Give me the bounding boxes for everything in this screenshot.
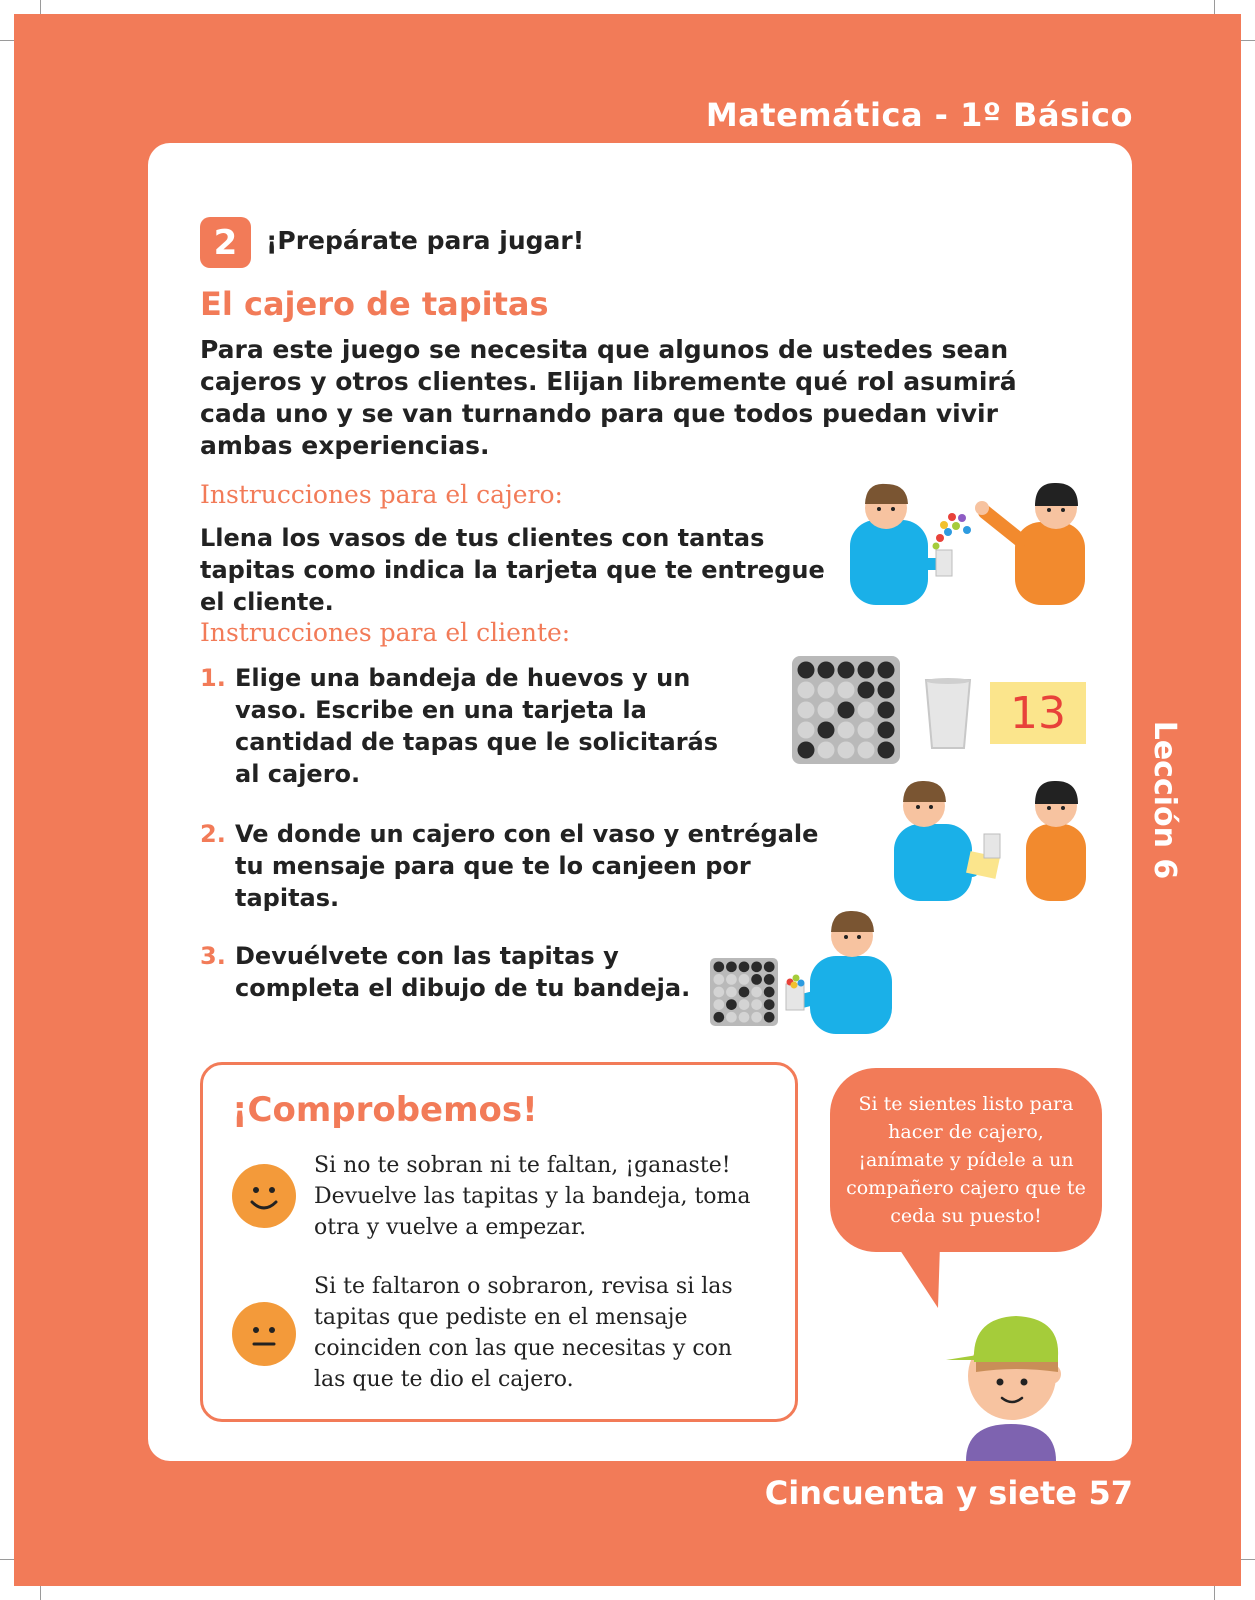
egg-tray-illustration <box>792 656 900 764</box>
small-egg-tray-illustration <box>710 958 778 1026</box>
egg-cup-slot <box>726 1012 737 1023</box>
egg-cup-slot <box>838 742 855 759</box>
egg-cup-slot <box>751 974 762 985</box>
step-text: Ve donde un cajero con el vaso y entrégale tu mensaje para que te lo canjeen por tapitas. <box>235 820 819 912</box>
egg-cup-slot <box>726 974 737 985</box>
egg-cup-slot <box>713 987 724 998</box>
footer-page-words: Cincuenta y siete <box>764 1474 1077 1512</box>
egg-cup-slot <box>838 682 855 699</box>
egg-cup-slot <box>713 1012 724 1023</box>
speech-bubble <box>830 1068 1102 1252</box>
section-number-badge: 2 <box>200 217 251 268</box>
egg-cup-slot <box>878 702 895 719</box>
client-heading: Instrucciones para el cliente: <box>200 618 571 647</box>
egg-cup-slot <box>751 1012 762 1023</box>
egg-cup-slot <box>838 662 855 679</box>
step-number: 1. <box>200 664 226 692</box>
egg-cup-slot <box>818 682 835 699</box>
egg-cup-slot <box>726 999 737 1010</box>
egg-cup-slot <box>878 662 895 679</box>
cashier-illustration <box>850 480 1090 605</box>
egg-cup-slot <box>739 999 750 1010</box>
check-text-review: Si te faltaron o sobraron, revisa si las tapitas que pediste en el mensaje coinciden con las que necesitas y con las que te dio el cajero. <box>314 1274 733 1392</box>
client-returning-illustration <box>784 906 904 1034</box>
game-intro: Para este juego se necesita que algunos de ustedes sean cajeros y otros clientes. Elijan libremente qué rol asumirá cada uno y se van turnando para que todos puedan vivir ambas experiencias. <box>200 335 1017 460</box>
neutral-face-icon <box>232 1302 296 1366</box>
egg-cup-slot <box>764 974 775 985</box>
step-text: Elige una bandeja de huevos y un vaso. Escribe en una tarjeta la cantidad de tapas que le solicitarás al cajero. <box>235 664 719 788</box>
speech-bubble-text: Si te sientes listo para hacer de cajero, ¡anímate y pídele a un compañero cajero que te ceda su puesto! <box>846 1093 1086 1227</box>
egg-cup-slot <box>739 974 750 985</box>
egg-cup-slot <box>878 742 895 759</box>
egg-cup-slot <box>818 662 835 679</box>
egg-cup-slot <box>858 702 875 719</box>
lesson-tab: Lección 6 <box>1147 720 1183 880</box>
cup-icon <box>924 678 972 750</box>
egg-cup-slot <box>764 987 775 998</box>
egg-cup-slot <box>751 987 762 998</box>
egg-cup-slot <box>764 999 775 1010</box>
check-text-win: Si no te sobran ni te faltan, ¡ganaste! Devuelve las tapitas y la bandeja, toma otra y vuelve a empezar. <box>314 1153 751 1240</box>
egg-cup-slot <box>726 961 737 972</box>
client-exchange-illustration <box>894 776 1094 901</box>
egg-cup-slot <box>751 999 762 1010</box>
egg-cup-slot <box>764 1012 775 1023</box>
step-number: 3. <box>200 942 226 970</box>
egg-cup-slot <box>818 722 835 739</box>
cashier-heading: Instrucciones para el cajero: <box>200 480 563 509</box>
egg-cup-slot <box>739 961 750 972</box>
step-text: Devuélvete con las tapitas y completa el dibujo de tu bandeja. <box>235 942 691 1002</box>
egg-cup-slot <box>878 722 895 739</box>
egg-cup-slot <box>858 682 875 699</box>
egg-cup-slot <box>713 999 724 1010</box>
egg-cup-slot <box>764 961 775 972</box>
egg-cup-slot <box>878 682 895 699</box>
game-title: El cajero de tapitas <box>200 285 549 323</box>
page-header-title: Matemática - 1º Básico <box>705 96 1133 134</box>
egg-cup-slot <box>838 702 855 719</box>
egg-cup-slot <box>713 961 724 972</box>
egg-cup-slot <box>713 974 724 985</box>
egg-cup-slot <box>726 987 737 998</box>
egg-cup-slot <box>751 961 762 972</box>
cashier-text: Llena los vasos de tus clientes con tantas tapitas como indica la tarjeta que te entregue el cliente. <box>200 524 825 616</box>
egg-cup-slot <box>798 722 815 739</box>
egg-cup-slot <box>739 987 750 998</box>
egg-cup-slot <box>818 702 835 719</box>
number-card-value: 13 <box>1010 687 1066 739</box>
number-card <box>990 682 1086 744</box>
egg-cup-slot <box>858 742 875 759</box>
happy-face-icon <box>232 1164 296 1228</box>
egg-cup-slot <box>739 1012 750 1023</box>
egg-cup-slot <box>858 722 875 739</box>
check-title: ¡Comprobemos! <box>232 1090 538 1130</box>
egg-cup-slot <box>798 662 815 679</box>
egg-cup-slot <box>798 742 815 759</box>
egg-cup-slot <box>858 662 875 679</box>
egg-cup-slot <box>838 722 855 739</box>
boy-with-cap-illustration <box>936 1296 1086 1461</box>
step-number: 2. <box>200 820 226 848</box>
egg-cup-slot <box>818 742 835 759</box>
egg-cup-slot <box>798 702 815 719</box>
footer-page-number: 57 <box>1088 1474 1133 1512</box>
section-label: ¡Prepárate para jugar! <box>266 226 585 255</box>
egg-cup-slot <box>798 682 815 699</box>
